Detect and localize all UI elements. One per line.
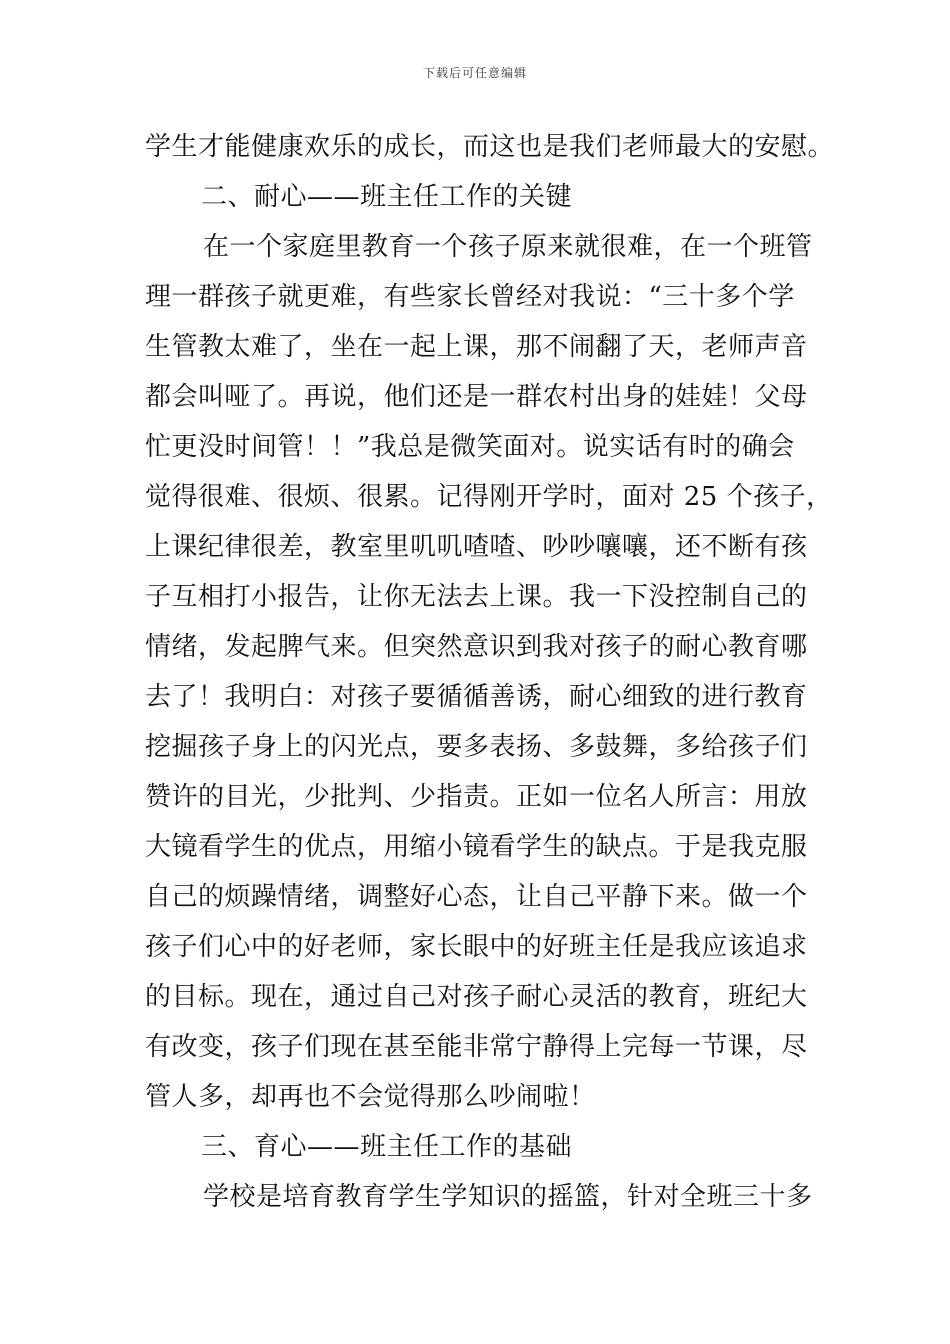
paragraph-line: 觉得很难、很烦、很累。记得刚开学时，面对 25 个孩子， bbox=[145, 482, 833, 512]
paragraph-line: 孩子们心中的好老师，家长眼中的好班主任是我应该追求 bbox=[145, 932, 808, 962]
paragraph-line: 自己的烦躁情绪，调整好心态，让自己平静下来。做一个 bbox=[145, 882, 808, 912]
paragraph-line: 的目标。现在，通过自己对孩子耐心灵活的教育，班纪大 bbox=[145, 982, 808, 1012]
paragraph-line: 上课纪律很差，教室里叽叽喳喳、吵吵嚷嚷，还不断有孩 bbox=[145, 532, 808, 562]
paragraph-line: 管人多，却再也不会觉得那么吵闹啦！ bbox=[145, 1082, 596, 1112]
paragraph-line: 子互相打小报告，让你无法去上课。我一下没控制自己的 bbox=[145, 582, 808, 612]
paragraph-line: 在一个家庭里教育一个孩子原来就很难，在一个班管 bbox=[203, 232, 813, 262]
document-body bbox=[145, 122, 835, 1222]
paragraph-line: 去了！我明白：对孩子要循循善诱，耐心细致的进行教育 bbox=[145, 682, 808, 712]
page-header-note: 下载后可任意编辑 bbox=[422, 66, 527, 80]
paragraph-line: 挖掘孩子身上的闪光点，要多表扬、多鼓舞，多给孩子们 bbox=[145, 732, 808, 762]
paragraph-line: 有改变，孩子们现在甚至能非常宁静得上完每一节课，尽 bbox=[145, 1032, 808, 1062]
section-heading: 三、育心——班主任工作的基础 bbox=[201, 1132, 573, 1162]
paragraph-line: 情绪，发起脾气来。但突然意识到我对孩子的耐心教育哪 bbox=[145, 632, 808, 662]
paragraph-line: 忙更没时间管！！”我总是微笑面对。说实话有时的确会 bbox=[145, 432, 795, 462]
paragraph-line: 大镜看学生的优点，用缩小镜看学生的缺点。于是我克服 bbox=[145, 832, 808, 862]
paragraph-line: 赞许的目光，少批判、少指责。正如一位名人所言：用放 bbox=[145, 782, 808, 812]
paragraph-line: 生管教太难了，坐在一起上课，那不闹翻了天，老师声音 bbox=[145, 332, 808, 362]
paragraph-line: 都会叫哑了。再说，他们还是一群农村出身的娃娃！父母 bbox=[145, 382, 808, 412]
paragraph-line: 学生才能健康欢乐的成长，而这也是我们老师最大的安慰。 bbox=[145, 132, 835, 162]
paragraph-line: 理一群孩子就更难，有些家长曾经对我说：“三十多个学 bbox=[145, 282, 795, 312]
paragraph-line: 学校是培育教育学生学知识的摇篮，针对全班三十多 bbox=[203, 1182, 813, 1212]
section-heading: 二、耐心——班主任工作的关键 bbox=[201, 182, 573, 212]
